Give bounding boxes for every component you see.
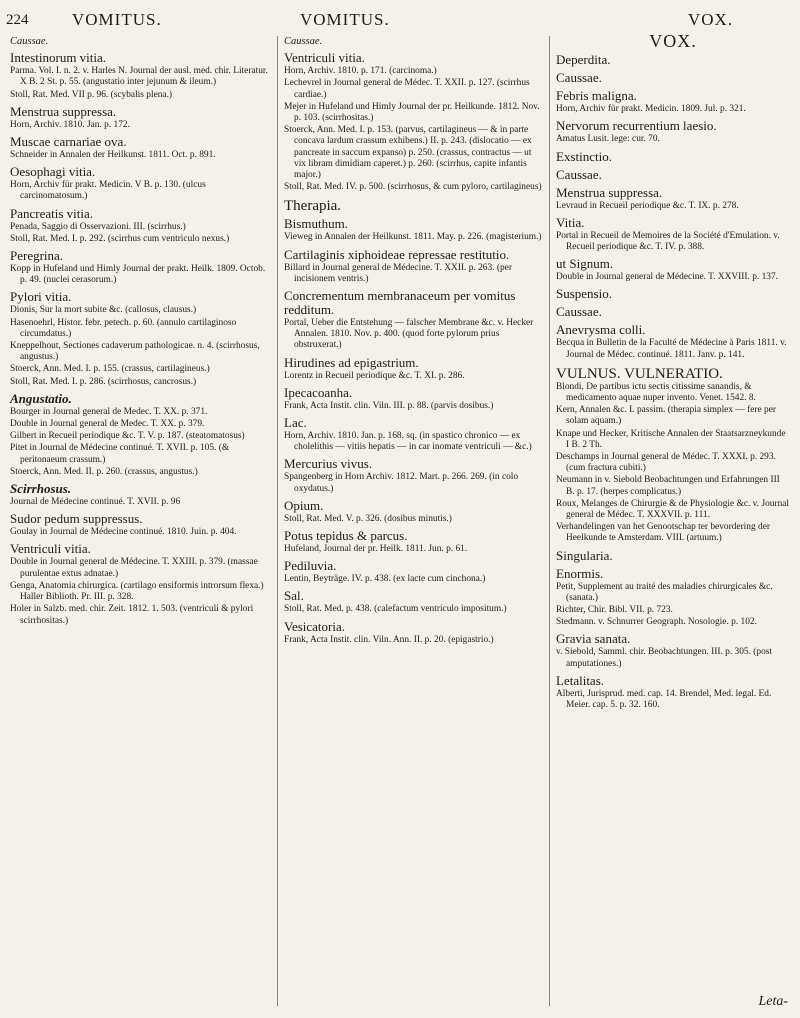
section-heading: Exstinctio. (556, 148, 612, 164)
section-heading: Therapia. (284, 198, 342, 215)
citation-entry: Kopp in Hufeland und Himly Journal der prakt. Heilk. 1809. Octob. p. 49. (nuclei cerasorum.) (10, 264, 266, 286)
page-header (0, 0, 800, 34)
citation-entry: Bourger in Journal general de Medec. T. XX. p. 371. (10, 406, 208, 417)
section-heading: Suspensio. (556, 286, 612, 302)
citation-entry: Frank, Acta Instit. clin. Viln. Ann. II. p. 20. (epigastrio.) (284, 634, 494, 645)
citation-entry: Becqua in Bulletin de la Faculté de Médecine à Paris 1811. v. Journal de Médec. continué. 1811. Janv. p. 141. (556, 338, 787, 360)
section-heading: Ventriculi vitia. (284, 50, 365, 66)
section-heading: Pancreatis vitia. (10, 205, 94, 221)
section-heading: Deperdita. (556, 52, 611, 68)
citation-entry: Goulay in Journal de Médecine continué. 1810. Juin. p. 404. (10, 527, 237, 538)
citation-entry: Roux, Melanges de Chirurgie & de Physiologie &c. v. Journal general de Médec. T. XXXVII. p. 111. (556, 498, 790, 521)
citation-entry: Horn, Archiv für prakt. Medicin. V B. p. 130. (ulcus carcinomatosum.) (10, 180, 206, 202)
column-divider (277, 36, 278, 1006)
section-heading: Gravia sanata. (556, 631, 631, 647)
section-heading: Caussae. (556, 304, 602, 320)
column-keyword: Caussae. (284, 36, 323, 47)
citation-entry: Stoerck, Ann. Med. II. p. 260. (crassus, angustus.) (10, 466, 198, 477)
citation-entry: Genga, Anatomia chirurgica. (cartilago ensiformis introrsum flexa.) Haller Biblioth. Pr. III. p. 328. (10, 580, 264, 603)
citation-entry: Neumann in v. Siebold Beobachtungen und Erfahrungen III B. p. 17. (herpes complicatus.) (556, 475, 780, 497)
section-heading: Sudor pedum suppressus. (10, 511, 143, 527)
citation-entry: Lechevrel in Journal general de Médec. T. XXII. p. 127. (scirrhus cardiae.) (284, 78, 530, 100)
citation-entry: Levraud in Recueil periodique &c. T. IX. p. 278. (556, 200, 739, 211)
citation-entry: Vieweg in Annalen der Heilkunst. 1811. May. p. 226. (magisterium.) (284, 232, 542, 243)
citation-entry: Stoll, Rat. Med. I. p. 286. (scirrhosus, cancrosus.) (10, 376, 197, 387)
section-heading: Peregrina. (10, 248, 64, 264)
citation-entry: Holer in Salzb. med. chir. Zeit. 1812. 1. 503. (ventriculi & pylori scirrhositas.) (10, 604, 254, 626)
section-heading: Scirrhosus. (10, 481, 72, 497)
citation-entry: Dionis, Sur la mort subite &c. (callosus, clausus.) (10, 305, 197, 316)
citation-entry: Lentin, Beyträge. IV. p. 438. (ex lacte cum cinchona.) (284, 574, 486, 585)
column-right (556, 31, 790, 712)
section-heading: Pylori vitia. (10, 289, 72, 305)
catchword: Leta- (758, 994, 788, 1009)
section-heading: Singularia. (556, 547, 613, 563)
citation-entry: Deschamps in Journal general de Médec. T. XXXI. p. 293. (cum fractura cubiti.) (556, 452, 776, 474)
section-heading: Febris maligna. (556, 88, 637, 104)
section-heading: Hirudines ad epigastrium. (284, 354, 419, 370)
running-head-center: VOMITUS. (300, 10, 390, 29)
citation-entry: Kern, Annalen &c. I. passim. (therapia simplex — fere per solam aquam.) (556, 405, 776, 427)
section-heading: Oesophagi vitia. (10, 164, 96, 180)
citation-entry: Penada, Saggio di Osservazioni. III. (scirrhus.) (10, 221, 186, 232)
citation-entry: Spangenberg in Horn Archiv. 1812. Mart. p. 266. 269. (in colo oxydatus.) (284, 472, 519, 494)
section-heading: Ventriculi vitia. (10, 541, 91, 557)
citation-entry: Stoll, Rat. Med. IV. p. 500. (scirrhosus, & cum pyloro, cartilagineus) (284, 182, 542, 193)
page-number: 224 (6, 12, 29, 28)
section-heading: Lac. (284, 415, 307, 431)
section-heading: Vesicatoria. (284, 618, 346, 634)
citation-entry: Knape und Hecker, Kritische Annalen der Staatsarzneykunde I B. 2 Th. (556, 428, 786, 450)
running-head-right: VOX. (688, 10, 734, 29)
section-heading: Intestinorum vitia. (10, 50, 107, 66)
citation-entry: Kneppelhout, Sectiones cadaverum pathologicae. n. 4. (scirrhosus, angustus.) (10, 341, 260, 363)
citation-entry: Stoerck, Ann. Med. I. p. 153. (parvus, cartilagineus — & in parte concava lardum crassum exhibens.) II. p. 243. (dislocatio — ex pancreate in saccum expanso) p. 250. (crassus, contractus — ut vix libram dimidiam caperet.) p. 260. (scirrhus, capite infantis major.) (284, 125, 532, 181)
section-heading: Menstrua suppressa. (10, 103, 117, 119)
citation-entry: Schneider in Annalen der Heilkunst. 1811. Oct. p. 891. (10, 150, 216, 161)
citation-entry: Horn, Archiv. 1810. p. 171. (carcinoma.) (284, 66, 437, 77)
citation-entry: Stoll, Rat. Med. VII p. 96. (scybalis plena.) (10, 89, 173, 100)
citation-entry: Frank, Acta Instit. clin. Viln. III. p. 88. (parvis dosibus.) (284, 400, 494, 411)
citation-entry: Alberti, Jurisprud. med. cap. 14. Brendel, Med. legal. Ed. Meier. cap. 5. p. 32. 160. (556, 688, 772, 711)
section-heading: Ipecacoanha. (284, 384, 353, 400)
section-heading: Anevrysma colli. (556, 322, 646, 338)
section-heading: Caussae. (556, 70, 602, 86)
section-heading: Enormis. (556, 565, 604, 581)
citation-entry: Gilbert in Recueil periodique &c. T. V. p. 187. (steatomatosus) (10, 431, 245, 442)
column-keyword: Caussae. (10, 36, 49, 47)
column-middle (284, 36, 542, 647)
section-heading: Mercurius vivus. (284, 456, 373, 472)
citation-entry: Petit, Supplement au traité des maladies chirurgicales &c. (sanata.) (556, 581, 773, 603)
section-heading: ut Signum. (556, 256, 614, 272)
citation-entry: Stoll, Rat. Med. V. p. 326. (dosibus minutis.) (284, 513, 452, 524)
citation-entry: Horn, Archiv. 1810. Jan. p. 172. (10, 119, 130, 130)
citation-entry: Double in Journal general de Médecine. T. XXVIII. p. 137. (556, 272, 778, 283)
section-heading: Pediluvia. (284, 558, 337, 574)
citation-entry: Parma. Vol. I. n. 2. v. Harles N. Journal der ausl. med. chir. Literatur. X B. 2 St. p. 55. (angustatio inter jejunum & ileum.) (10, 66, 268, 88)
citation-entry: Mejer in Hufeland und Himly Journal der pr. Heilkunde. 1812. Nov. p. 103. (scirrhositas.) (284, 101, 540, 124)
citation-entry: Amatus Lusit. lege: cur. 70. (556, 134, 660, 145)
citation-entry: Double in Journal general de Médecine. T. XXIII. p. 379. (massae purulentae extus adnatae.) (10, 557, 258, 579)
section-heading: Concrementum membranaceum per vomitus redditum. (284, 288, 516, 318)
section-heading: Cartilaginis xiphoideae repressae restitutio. (284, 246, 510, 262)
section-heading: Letalitas. (556, 672, 605, 688)
citation-entry: Horn, Archiv. 1810. Jan. p. 168. sq. (in spastico chronico — ex cholelithis — vitiis hepatis — in car inomate ventriculi — &c.) (284, 431, 532, 453)
running-head-left: VOMITUS. (72, 10, 162, 29)
section-heading: Muscae carnariae ova. (10, 134, 127, 150)
citation-entry: Stoll, Rat. Med. p. 438. (calefactum ventriculo impositum.) (284, 604, 507, 615)
citation-entry: Stoll, Rat. Med. I. p. 292. (scirrhus cum ventriculo nexus.) (10, 233, 230, 244)
citation-entry: Stoerck, Ann. Med. I. p. 155. (crassus, cartilagineus.) (10, 364, 210, 375)
citation-entry: Hasenoehrl, Histor. febr. petech. p. 60. (annulo cartilaginoso circumdatus.) (10, 317, 237, 339)
citation-entry: Pitet in Journal de Médecine continué. T. XVII. p. 105. (& peritonaeum crassum.) (10, 443, 230, 465)
section-heading: Menstrua suppressa. (556, 184, 663, 200)
citation-entry: Journal de Médecine continué. T. XVII. p. 96 (10, 497, 181, 508)
section-heading: Sal. (284, 588, 304, 604)
column-left (10, 36, 268, 628)
column-divider (549, 36, 550, 1006)
section-heading: Bismuthum. (284, 216, 348, 232)
section-heading: Opium. (284, 497, 324, 513)
section-heading: Nervorum recurrentium laesio. (556, 118, 717, 134)
citation-entry: Horn, Archiv für prakt. Medicin. 1809. Jul. p. 321. (556, 104, 746, 115)
citation-entry: Lorentz in Recueil periodique &c. T. XI. p. 286. (284, 370, 465, 381)
section-heading: Angustatio. (10, 390, 72, 406)
citation-entry: Blondi, De partibus ictu sectis citissime sanandis, & medicamento aquae nuper invento. Venet. 1542. 8. (556, 381, 756, 404)
citation-entry: Double in Journal general de Medec. T. XX. p. 379. (10, 419, 205, 430)
column-keyword: VOX. (649, 31, 697, 51)
section-heading: Vitia. (556, 214, 585, 230)
section-heading: Caussae. (556, 166, 602, 182)
citation-entry: Richter, Chir. Bibl. VII. p. 723. (556, 605, 673, 616)
section-heading: VULNUS. VULNERATIO. (556, 365, 723, 382)
citation-entry: Stedmann. v. Schnurrer Geograph. Nosologie. p. 102. (556, 617, 757, 628)
citation-entry: v. Siebold, Samml. chir. Beobachtungen. III. p. 305. (post amputationes.) (556, 647, 773, 669)
section-heading: Potus tepidus & parcus. (284, 528, 408, 544)
citation-entry: Hufeland, Journal der pr. Heilk. 1811. Jun. p. 61. (284, 544, 468, 555)
citation-entry: Billard in Journal general de Médecine. T. XXII. p. 263. (per incisionem ventris.) (284, 262, 512, 284)
citation-entry: Portal in Recueil de Memoires de la Société d'Emulation. v. Recueil periodique &c. T. IV. p. 388. (556, 230, 780, 253)
citation-entry: Portal, Ueber die Entstehung — falscher Membrane &c. v. Hecker Annalen. 1810. Nov. p. 400. (quod forte pylorum prius obstruxerat.) (284, 318, 534, 351)
citation-entry: Verhandelingen van het Genootschap ter bevordering der Heelkunde te Amsterdam. VIII. (artuum.) (556, 522, 770, 544)
